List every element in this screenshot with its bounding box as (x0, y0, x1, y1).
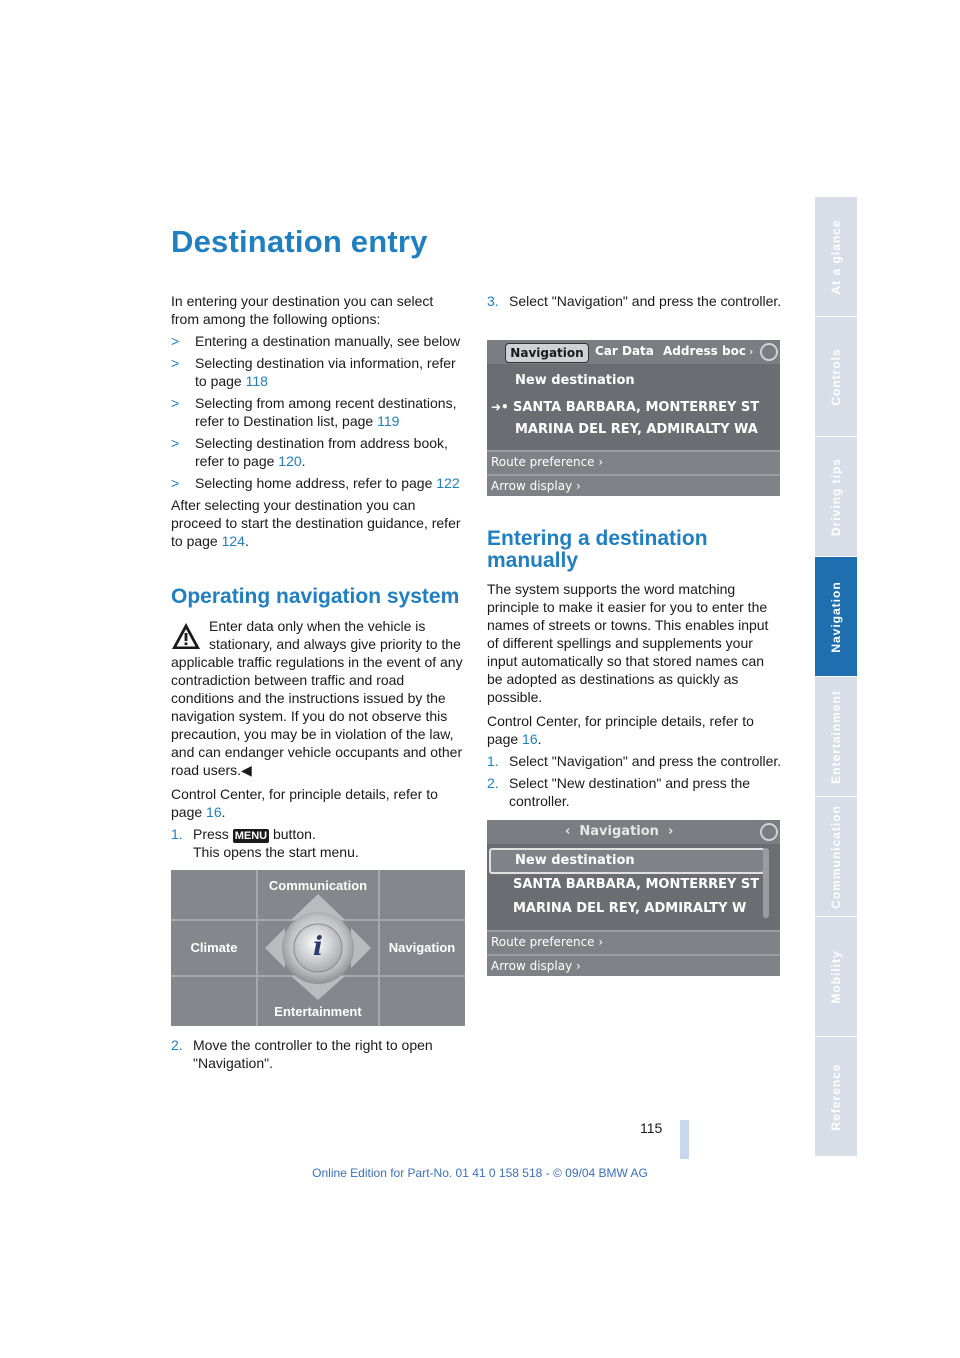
step-1: 1. Press MENU button. This opens the start menu. (171, 826, 359, 860)
bullet-marker: > (171, 395, 180, 411)
route-preference-label: Route preference › (491, 935, 604, 949)
row-arrow-display[interactable] (487, 474, 780, 496)
operating-section (171, 617, 465, 861)
route-preference-label: Route preference › (491, 455, 604, 469)
tab-reference[interactable]: Reference (815, 1037, 857, 1158)
menu-item-communication[interactable]: Communication (268, 878, 368, 893)
page-link[interactable]: 16 (522, 731, 538, 747)
arrow-destination-icon: ➜• (491, 400, 509, 414)
settings-icon[interactable] (760, 823, 778, 841)
page-link[interactable]: 119 (377, 413, 400, 429)
bullet-marker: > (171, 355, 180, 371)
bullet-marker: > (171, 475, 180, 491)
recent-destination-2[interactable]: MARINA DEL REY, ADMIRALTY WA (515, 422, 758, 437)
tab-address-book[interactable]: Address boc (663, 344, 746, 358)
step-number: 1. (171, 826, 183, 842)
control-center-text: Control Center, for principle details, refer to page 16. (487, 713, 754, 747)
chapter-tabs (815, 197, 857, 1160)
recent-destination-2[interactable]: MARINA DEL REY, ADMIRALTY W (513, 901, 747, 916)
step-number: 2. (487, 775, 499, 791)
end-mark: ◀ (241, 762, 252, 778)
row-arrow-display[interactable] (487, 954, 780, 976)
page-link[interactable]: 124 (221, 533, 245, 549)
tab-entertainment[interactable]: Entertainment (815, 677, 857, 798)
menu-button-glyph: MENU (234, 830, 268, 842)
page-link[interactable]: 120 (278, 453, 302, 469)
list-item (171, 354, 465, 390)
bullet-text: Entering a destination manually, see below (195, 333, 461, 349)
step-text: Select "Navigation" and press the controller. (509, 753, 782, 769)
scrollbar[interactable] (763, 848, 769, 918)
section-heading-operating: Operating navigation system (171, 585, 460, 608)
bullet-marker: > (171, 333, 180, 349)
new-destination-label: New destination (515, 853, 635, 868)
list-item (171, 434, 465, 470)
list-item (171, 474, 465, 492)
intro-section (171, 292, 465, 550)
step-2 (487, 774, 782, 810)
row-route-preference[interactable] (487, 450, 780, 474)
footer-edition-note: Online Edition for Part-No. 01 41 0 158 518 - © 09/04 BMW AG (312, 1166, 648, 1180)
bullet-text: Selecting destination from address book, refer to page 120. (195, 435, 448, 469)
warning-text: Enter data only when the vehicle is stationary, and always give priority to the applicable traffic regulations in the event of any contradiction between traffic and road conditions and the instructions issued by the navigation system. If you do not observe this precaution, you may be in violation of the law, and can endanger vehicle occupants and other road users. (171, 618, 463, 778)
manual-text: The system supports the word matching principle to make it easier for you to enter the names of streets or towns. This enables input of different spellings and supplements your input automatically so that stored names can be adopted as destinations as quickly as possible. (487, 581, 769, 705)
settings-icon[interactable] (760, 343, 778, 361)
info-icon[interactable]: i (313, 932, 323, 962)
step-number: 3. (487, 293, 499, 309)
recent-destination-1[interactable]: SANTA BARBARA, MONTERREY ST (513, 877, 760, 892)
bullet-marker: > (171, 435, 180, 451)
control-center-text: Control Center, for principle details, refer to page 16. (171, 786, 438, 820)
header-navigation[interactable]: ‹ Navigation › (565, 824, 674, 839)
step-number: 2. (171, 1037, 183, 1053)
start-menu-screenshot (171, 870, 465, 1026)
step-1 (487, 752, 782, 770)
step-2 (171, 1036, 465, 1072)
step-text: Move the controller to the right to open "Navigation". (193, 1037, 433, 1071)
scroll-right-icon[interactable]: › (749, 345, 754, 358)
menu-item-climate[interactable]: Climate (190, 940, 238, 955)
step-2-block (171, 1036, 465, 1072)
tab-driving-tips[interactable]: Driving tips (815, 437, 857, 558)
warning-block (171, 617, 465, 779)
section-heading-manual: Entering a destination manually (487, 527, 708, 572)
bullet-text: Selecting home address, refer to page 122 (195, 475, 460, 491)
menu-new-destination[interactable]: New destination (515, 373, 635, 388)
page-number: 115 (640, 1120, 663, 1136)
page-link[interactable]: 122 (436, 475, 460, 491)
manual-section (487, 580, 782, 810)
arrow-display-label: Arrow display › (491, 479, 581, 493)
warning-icon (171, 621, 201, 651)
menu-new-destination[interactable] (489, 848, 765, 874)
tab-navigation[interactable]: Navigation (815, 557, 857, 678)
tab-communication[interactable]: Communication (815, 797, 857, 918)
tab-mobility[interactable]: Mobility (815, 917, 857, 1038)
menu-item-navigation[interactable]: Navigation (388, 940, 456, 955)
tab-car-data[interactable]: Car Data (595, 344, 654, 358)
menu-item-entertainment[interactable]: Entertainment (274, 1004, 362, 1019)
page-title: Destination entry (171, 224, 428, 259)
step-number: 1. (487, 753, 499, 769)
bullet-text: Selecting from among recent destinations, refer to Destination list, page 119 (195, 395, 457, 429)
after-selecting-text: After selecting your destination you can proceed to start the destination guidance, refer to page 124. (171, 497, 461, 549)
step-3-block (487, 292, 782, 310)
arrow-display-label: Arrow display › (491, 959, 581, 973)
page-link[interactable]: 118 (245, 373, 268, 389)
bullet-text: Selecting destination via information, refer to page 118 (195, 355, 456, 389)
step-text: Select "New destination" and press the controller. (509, 775, 751, 809)
list-item (171, 394, 465, 430)
list-item (171, 332, 465, 350)
step-text: Select "Navigation" and press the controller. (509, 293, 782, 309)
navigation-screen-2 (487, 820, 780, 976)
recent-destination-1[interactable]: SANTA BARBARA, MONTERREY ST (513, 400, 760, 415)
step-3 (487, 292, 782, 310)
row-route-preference[interactable] (487, 930, 780, 954)
page-marker-bar (680, 1120, 689, 1159)
tab-at-a-glance[interactable]: At a glance (815, 197, 857, 318)
navigation-screen-1 (487, 340, 780, 496)
tab-controls[interactable]: Controls (815, 317, 857, 438)
page-link[interactable]: 16 (206, 804, 222, 820)
tab-navigation[interactable]: Navigation (505, 343, 589, 363)
intro-text: In entering your destination you can select from among the following options: (171, 293, 434, 327)
